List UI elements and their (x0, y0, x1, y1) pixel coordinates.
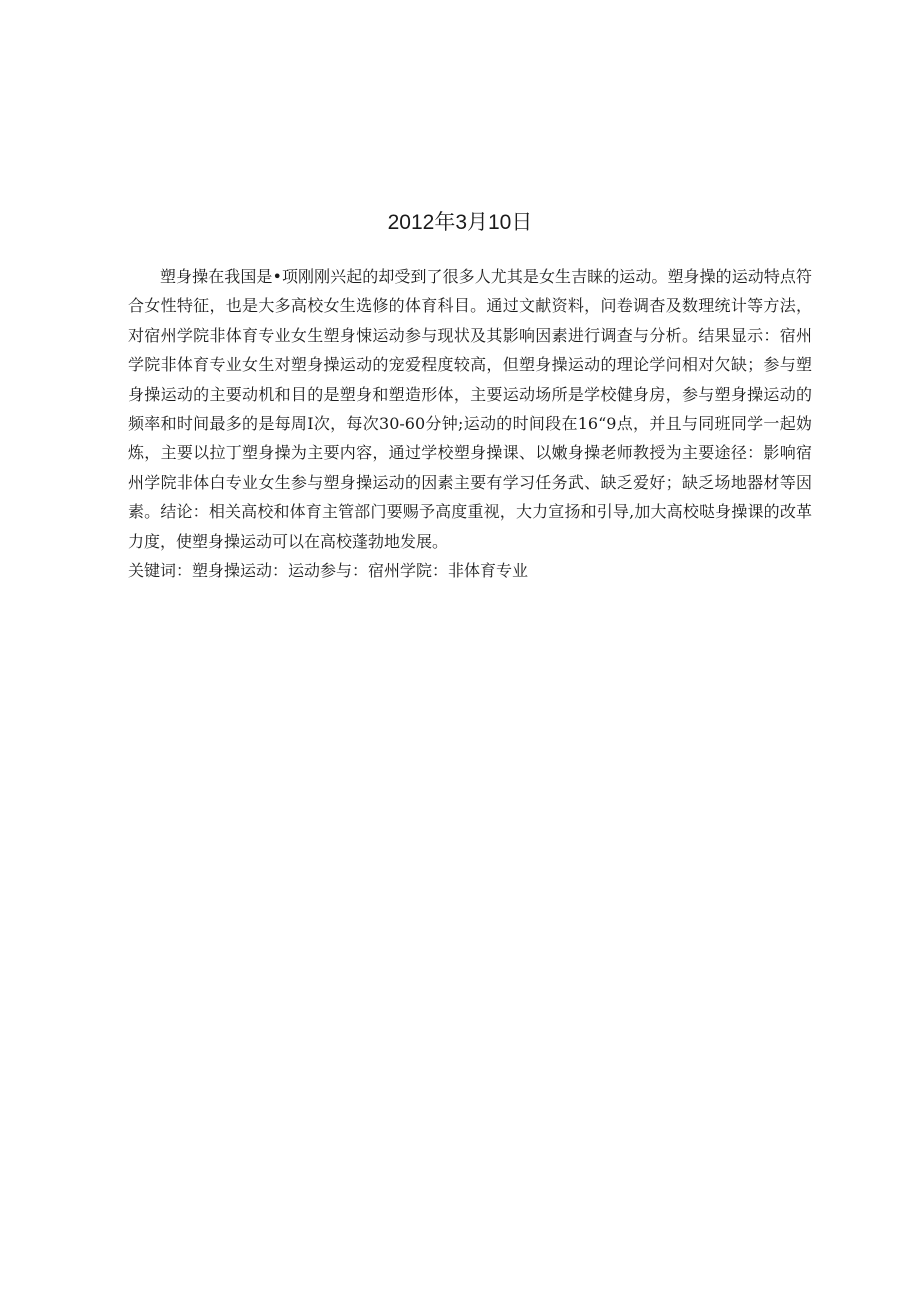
abstract-paragraph: 塑身操在我国是•项刚刚兴起的却受到了很多人尤其是女生吉睐的运动。塑身操的运动特点符合女性特征，也是大多高校女生选修的体育科目。通过文献资料，问卷调杳及数理统计等方法，对宿州学院非体育专业女生塑身悚运动参与现状及其影响因素进行调查与分析。结果显示：宿州学院非体育专业女生对塑身操运动的宠爱程度较高，但塑身操运动的理论学问相对欠缺；参与塑身操运动的主要动机和目的是塑身和塑造形体，主要运动场所是学校健身房，参与塑身操运动的频率和时间最多的是每周I次，每次30-60分钟;运动的时间段在16“9点，并且与同班同学一起妫炼，主要以拉丁塑身操为主要内容，通过学校塑身操课、以嫩身操老师教授为主要途径：影响宿州学院非体白专业女生参与塑身操运动的因素主要有学习任务武、缺乏爱好；缺乏场地器材等因素。结论：相关高校和体育主管部门要赐予高度重视，大力宣扬和引导,加大高校哒身操课的改革力度，使塑身操运动可以在高校蓬勃地发展。 (128, 267, 812, 551)
keywords-line: 关键词：塑身操运动：运动参与：宿州学院：非体育专业 (128, 561, 529, 581)
abstract-section (128, 262, 812, 585)
date-heading: 2012年3月10日 (387, 211, 533, 234)
